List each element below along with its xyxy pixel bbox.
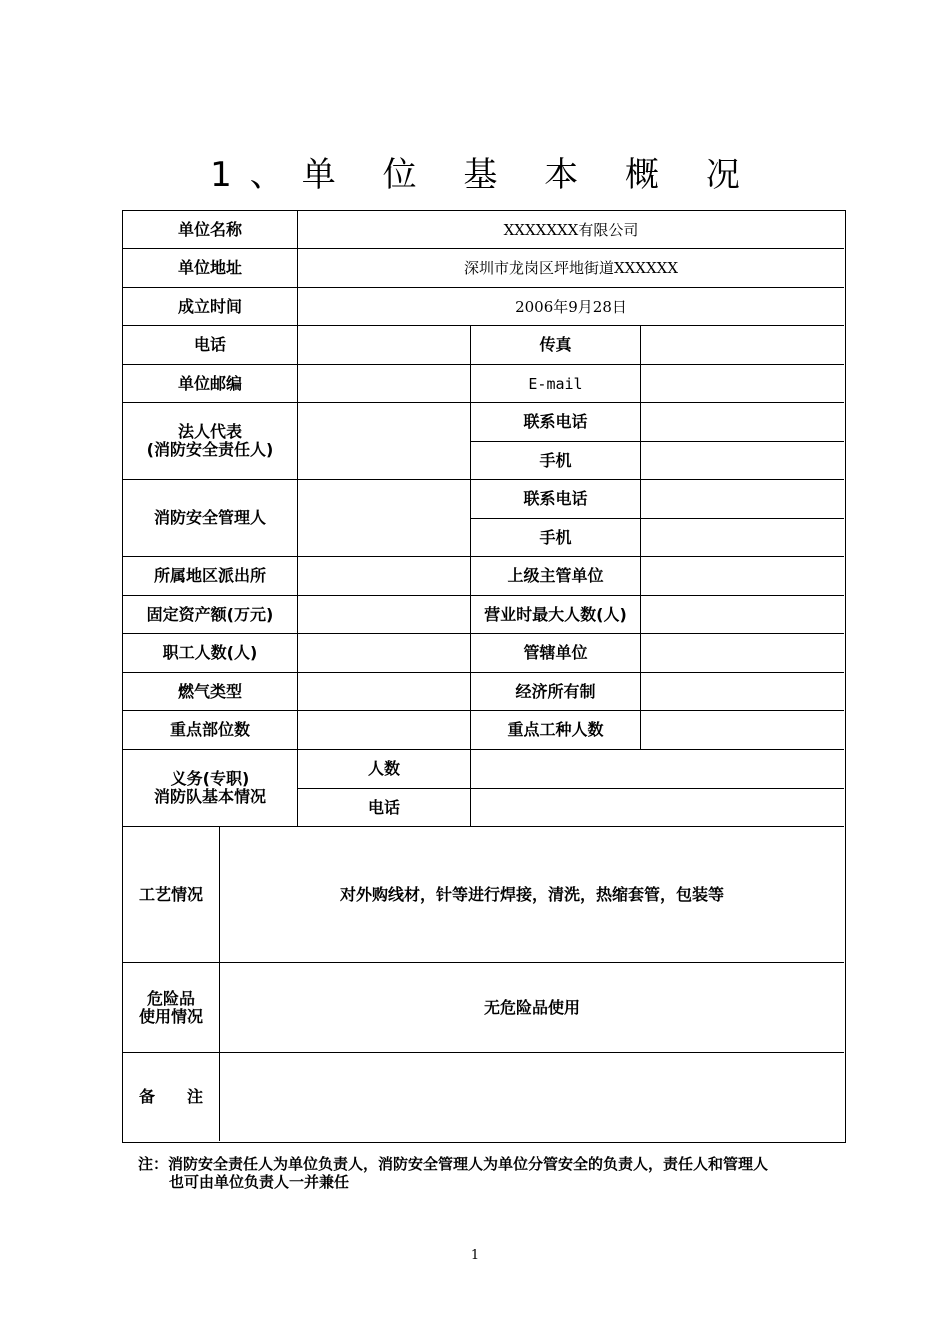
fax-value[interactable]	[641, 326, 844, 365]
brigade-count-value[interactable]	[471, 750, 844, 789]
legal-mobile-label: 手机	[471, 442, 641, 480]
brigade-count-label: 人数	[298, 750, 471, 789]
page-title: 1、单 位 基 本 概 况	[210, 155, 758, 195]
founded-value[interactable]: 2006年9月28日	[298, 288, 844, 326]
brigade-label	[123, 750, 298, 827]
legal-rep-value[interactable]	[298, 403, 471, 480]
remarks-label: 备 注	[123, 1053, 220, 1141]
footnote	[138, 1155, 848, 1191]
police-value[interactable]	[298, 557, 471, 596]
key-workers-label: 重点工种人数	[471, 711, 641, 750]
phone-value[interactable]	[298, 326, 471, 365]
phone-label: 电话	[123, 326, 298, 365]
manager-label: 消防安全管理人	[123, 480, 298, 557]
address-label: 单位地址	[123, 249, 298, 288]
address-value[interactable]: 深圳市龙岗区坪地街道XXXXXX	[298, 249, 844, 288]
legal-mobile-value[interactable]	[641, 442, 844, 480]
assets-label: 固定资产额(万元)	[123, 596, 298, 634]
postcode-label: 单位邮编	[123, 365, 298, 403]
fax-label: 传真	[471, 326, 641, 365]
brigade-phone-value[interactable]	[471, 789, 844, 827]
gas-label: 燃气类型	[123, 673, 298, 711]
staff-label: 职工人数(人)	[123, 634, 298, 673]
manager-value[interactable]	[298, 480, 471, 557]
footnote-line1: 注：消防安全责任人为单位负责人，消防安全管理人为单位分管安全的负责人，责任人和管理人	[138, 1155, 769, 1173]
superior-label: 上级主管单位	[471, 557, 641, 596]
manager-contact-label: 联系电话	[471, 480, 641, 519]
postcode-value[interactable]	[298, 365, 471, 403]
process-label: 工艺情况	[123, 827, 220, 963]
email-value[interactable]	[641, 365, 844, 403]
remarks-value[interactable]	[220, 1053, 844, 1141]
manager-mobile-value[interactable]	[641, 519, 844, 557]
email-label: E-mail	[471, 365, 641, 403]
footnote-line2: 也可由单位负责人一并兼任	[169, 1173, 350, 1191]
page-number: 1	[470, 1248, 480, 1263]
legal-contact-value[interactable]	[641, 403, 844, 442]
legal-contact-label: 联系电话	[471, 403, 641, 442]
name-value[interactable]: XXXXXXX有限公司	[298, 211, 844, 249]
staff-value[interactable]	[298, 634, 471, 673]
founded-label: 成立时间	[123, 288, 298, 326]
jurisdiction-value[interactable]	[641, 634, 844, 673]
key-workers-value[interactable]	[641, 711, 844, 750]
brigade-phone-label: 电话	[298, 789, 471, 827]
ownership-value[interactable]	[641, 673, 844, 711]
police-label: 所属地区派出所	[123, 557, 298, 596]
jurisdiction-label: 管辖单位	[471, 634, 641, 673]
key-parts-label: 重点部位数	[123, 711, 298, 750]
ownership-label: 经济所有制	[471, 673, 641, 711]
hazard-label-line2: 使用情况	[138, 1006, 203, 1026]
manager-mobile-label: 手机	[471, 519, 641, 557]
hazard-value[interactable]: 无危险品使用	[220, 963, 844, 1053]
max-people-value[interactable]	[641, 596, 844, 634]
manager-contact-value[interactable]	[641, 480, 844, 519]
gas-value[interactable]	[298, 673, 471, 711]
name-label: 单位名称	[123, 211, 298, 249]
assets-value[interactable]	[298, 596, 471, 634]
legal-rep-label-line2: (消防安全责任人)	[146, 440, 274, 459]
hazard-label	[123, 963, 220, 1053]
superior-value[interactable]	[641, 557, 844, 596]
hazard-label-line1: 危险品	[146, 988, 195, 1008]
brigade-label-line1: 义务(专职)	[170, 769, 250, 788]
legal-rep-label-line1: 法人代表	[177, 422, 242, 441]
process-value[interactable]: 对外购线材，针等进行焊接，清洗，热缩套管，包装等	[220, 827, 844, 963]
max-people-label: 营业时最大人数(人)	[471, 596, 641, 634]
brigade-label-line2: 消防队基本情况	[153, 787, 266, 806]
legal-rep-label	[123, 403, 298, 480]
key-parts-value[interactable]	[298, 711, 471, 750]
unit-info-form	[122, 210, 846, 1143]
